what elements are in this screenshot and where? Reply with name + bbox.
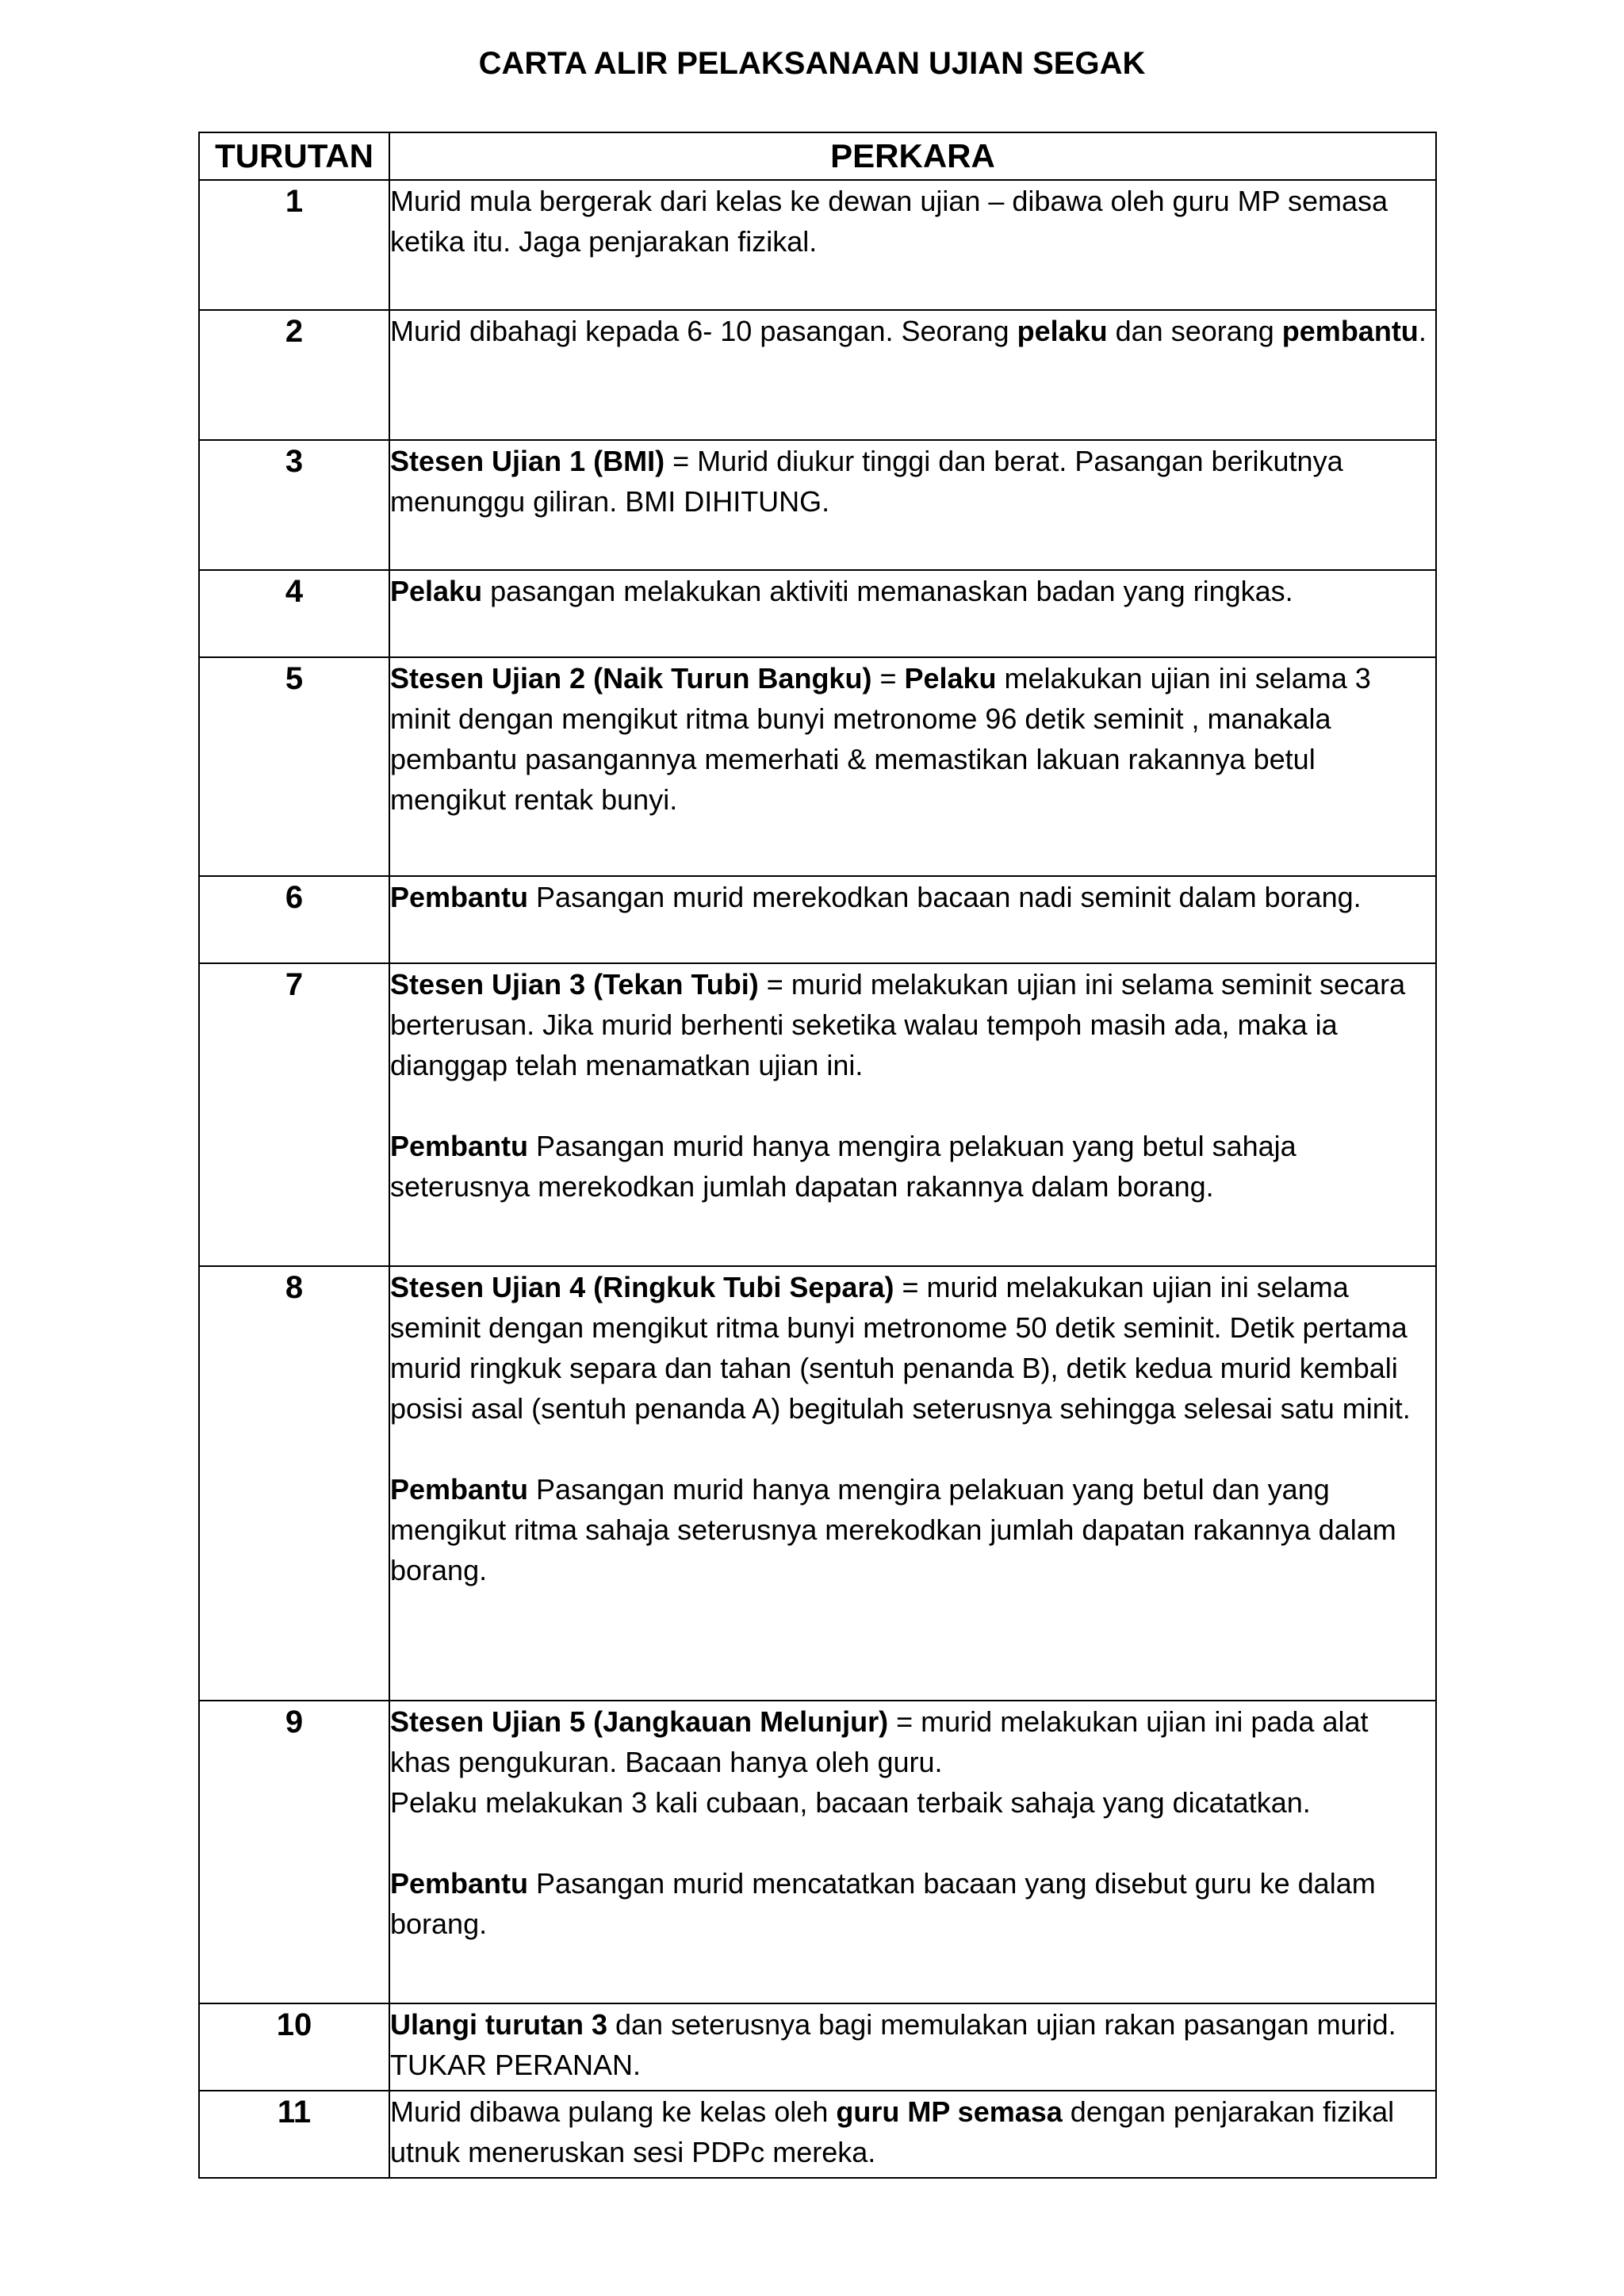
perkara-cell <box>389 963 1436 1266</box>
table-row <box>199 570 1436 657</box>
perkara-paragraph <box>390 2091 1435 2172</box>
text-segment: dan seterusnya bagi memulakan ujian rakan pasangan murid. TUKAR PERANAN. <box>390 2008 1396 2081</box>
turutan-number: 4 <box>199 570 389 657</box>
perkara-paragraph <box>390 964 1435 1085</box>
table-row <box>199 2003 1436 2091</box>
paragraph-gap <box>390 1429 1435 1469</box>
text-segment: = Murid diukur tinggi dan berat. Pasangan berikutnya menunggu giliran. BMI DIHITUNG. <box>390 445 1343 518</box>
table-row <box>199 2091 1436 2178</box>
table-row <box>199 876 1436 963</box>
header-turutan: TURUTAN <box>199 132 389 180</box>
text-segment: dan seorang <box>1107 315 1282 347</box>
bold-text: Pembantu <box>390 1130 529 1162</box>
table-row <box>199 310 1436 440</box>
perkara-cell <box>389 310 1436 440</box>
table-row <box>199 657 1436 876</box>
turutan-number: 7 <box>199 963 389 1266</box>
perkara-paragraph <box>390 1782 1435 1823</box>
perkara-paragraph <box>390 1469 1435 1590</box>
text-segment: Murid dibawa pulang ke kelas oleh <box>390 2095 837 2128</box>
text-segment: = <box>871 662 905 695</box>
perkara-cell <box>389 2003 1436 2091</box>
bold-text: Pelaku <box>904 662 997 695</box>
turutan-number: 8 <box>199 1266 389 1701</box>
turutan-number: 3 <box>199 440 389 570</box>
table-row <box>199 1266 1436 1701</box>
table-row <box>199 1701 1436 2003</box>
perkara-cell <box>389 1701 1436 2003</box>
turutan-number: 5 <box>199 657 389 876</box>
bold-text: Ulangi turutan 3 <box>390 2008 608 2041</box>
text-segment: Murid dibahagi kepada 6- 10 pasangan. Seorang <box>390 315 1017 347</box>
turutan-number: 6 <box>199 876 389 963</box>
bold-text: Stesen Ujian 1 (BMI) <box>390 445 665 477</box>
perkara-cell <box>389 440 1436 570</box>
turutan-number: 9 <box>199 1701 389 2003</box>
bold-text: Stesen Ujian 2 (Naik Turun Bangku) <box>390 662 872 695</box>
text-segment: pasangan melakukan aktiviti memanaskan badan yang ringkas. <box>482 575 1293 607</box>
turutan-number: 10 <box>199 2003 389 2091</box>
text-segment: Pelaku melakukan 3 kali cubaan, bacaan terbaik sahaja yang dicatatkan. <box>390 1786 1311 1819</box>
perkara-paragraph <box>390 877 1435 917</box>
perkara-paragraph <box>390 1863 1435 1944</box>
bold-text: Pelaku <box>390 575 483 607</box>
perkara-paragraph <box>390 441 1435 522</box>
perkara-paragraph <box>390 181 1435 262</box>
table-header-row <box>199 132 1436 180</box>
perkara-cell <box>389 657 1436 876</box>
text-segment: dengan penjarakan fizikal utnuk meneruskan sesi PDPc mereka. <box>390 2095 1395 2168</box>
table-row <box>199 180 1436 310</box>
flow-table <box>198 132 1437 2179</box>
perkara-paragraph <box>390 1701 1435 1782</box>
bold-text: pelaku <box>1017 315 1108 347</box>
turutan-number: 11 <box>199 2091 389 2178</box>
table-row <box>199 440 1436 570</box>
text-segment: = murid melakukan ujian ini selama seminit dengan mengikut ritma bunyi metronome 50 detik seminit. Detik pertama murid ringkuk separa dan tahan (sentuh penanda B), detik kedua murid kembali posisi asal (sentuh penanda A) begitulah seterusnya sehingga selesai satu minit. <box>390 1271 1411 1425</box>
perkara-cell <box>389 180 1436 310</box>
bold-text: Pembantu <box>390 1867 529 1900</box>
perkara-cell <box>389 876 1436 963</box>
text-segment: Pasangan murid hanya mengira pelakuan yang betul dan yang mengikut ritma sahaja seterusnya merekodkan jumlah dapatan rakannya dalam borang. <box>390 1473 1396 1586</box>
text-segment: Murid mula bergerak dari kelas ke dewan ujian – dibawa oleh guru MP semasa ketika itu. Jaga penjarakan fizikal. <box>390 185 1388 258</box>
paragraph-gap <box>390 1823 1435 1863</box>
document-title: CARTA ALIR PELAKSANAAN UJIAN SEGAK <box>478 46 1146 81</box>
text-segment: Pasangan murid mencatatkan bacaan yang disebut guru ke dalam borang. <box>390 1867 1376 1940</box>
turutan-number: 1 <box>199 180 389 310</box>
bold-text: Pembantu <box>390 1473 529 1506</box>
bold-text: Pembantu <box>390 881 529 913</box>
text-segment: . <box>1418 315 1427 347</box>
paragraph-gap <box>390 1085 1435 1126</box>
table-row <box>199 963 1436 1266</box>
header-perkara: PERKARA <box>389 132 1436 180</box>
bold-text: pembantu <box>1281 315 1419 347</box>
perkara-paragraph <box>390 1126 1435 1207</box>
bold-text: Stesen Ujian 5 (Jangkauan Melunjur) <box>390 1705 889 1738</box>
bold-text: guru MP semasa <box>836 2095 1063 2128</box>
perkara-cell <box>389 2091 1436 2178</box>
turutan-number: 2 <box>199 310 389 440</box>
perkara-paragraph <box>390 2004 1435 2085</box>
text-segment: Pasangan murid hanya mengira pelakuan yang betul sahaja seterusnya merekodkan jumlah dapatan rakannya dalam borang. <box>390 1130 1297 1203</box>
perkara-paragraph <box>390 571 1435 611</box>
table-body <box>199 180 1436 2178</box>
text-segment: = murid melakukan ujian ini pada alat khas pengukuran. Bacaan hanya oleh guru. <box>390 1705 1369 1778</box>
bold-text: Stesen Ujian 4 (Ringkuk Tubi Separa) <box>390 1271 894 1303</box>
text-segment: = murid melakukan ujian ini selama seminit secara berterusan. Jika murid berhenti seketika walau tempoh masih ada, maka ia dianggap telah menamatkan ujian ini. <box>390 968 1406 1081</box>
bold-text: Stesen Ujian 3 (Tekan Tubi) <box>390 968 759 1001</box>
perkara-paragraph <box>390 1267 1435 1429</box>
perkara-cell <box>389 1266 1436 1701</box>
perkara-cell <box>389 570 1436 657</box>
text-segment: Pasangan murid merekodkan bacaan nadi seminit dalam borang. <box>528 881 1362 913</box>
perkara-paragraph <box>390 311 1435 351</box>
text-segment: melakukan ujian ini selama 3 minit dengan mengikut ritma bunyi metronome 96 detik seminit , manakala pembantu pasangannya memerhati & memastikan lakuan rakannya betul mengikut rentak bunyi. <box>390 662 1371 816</box>
perkara-paragraph <box>390 658 1435 820</box>
